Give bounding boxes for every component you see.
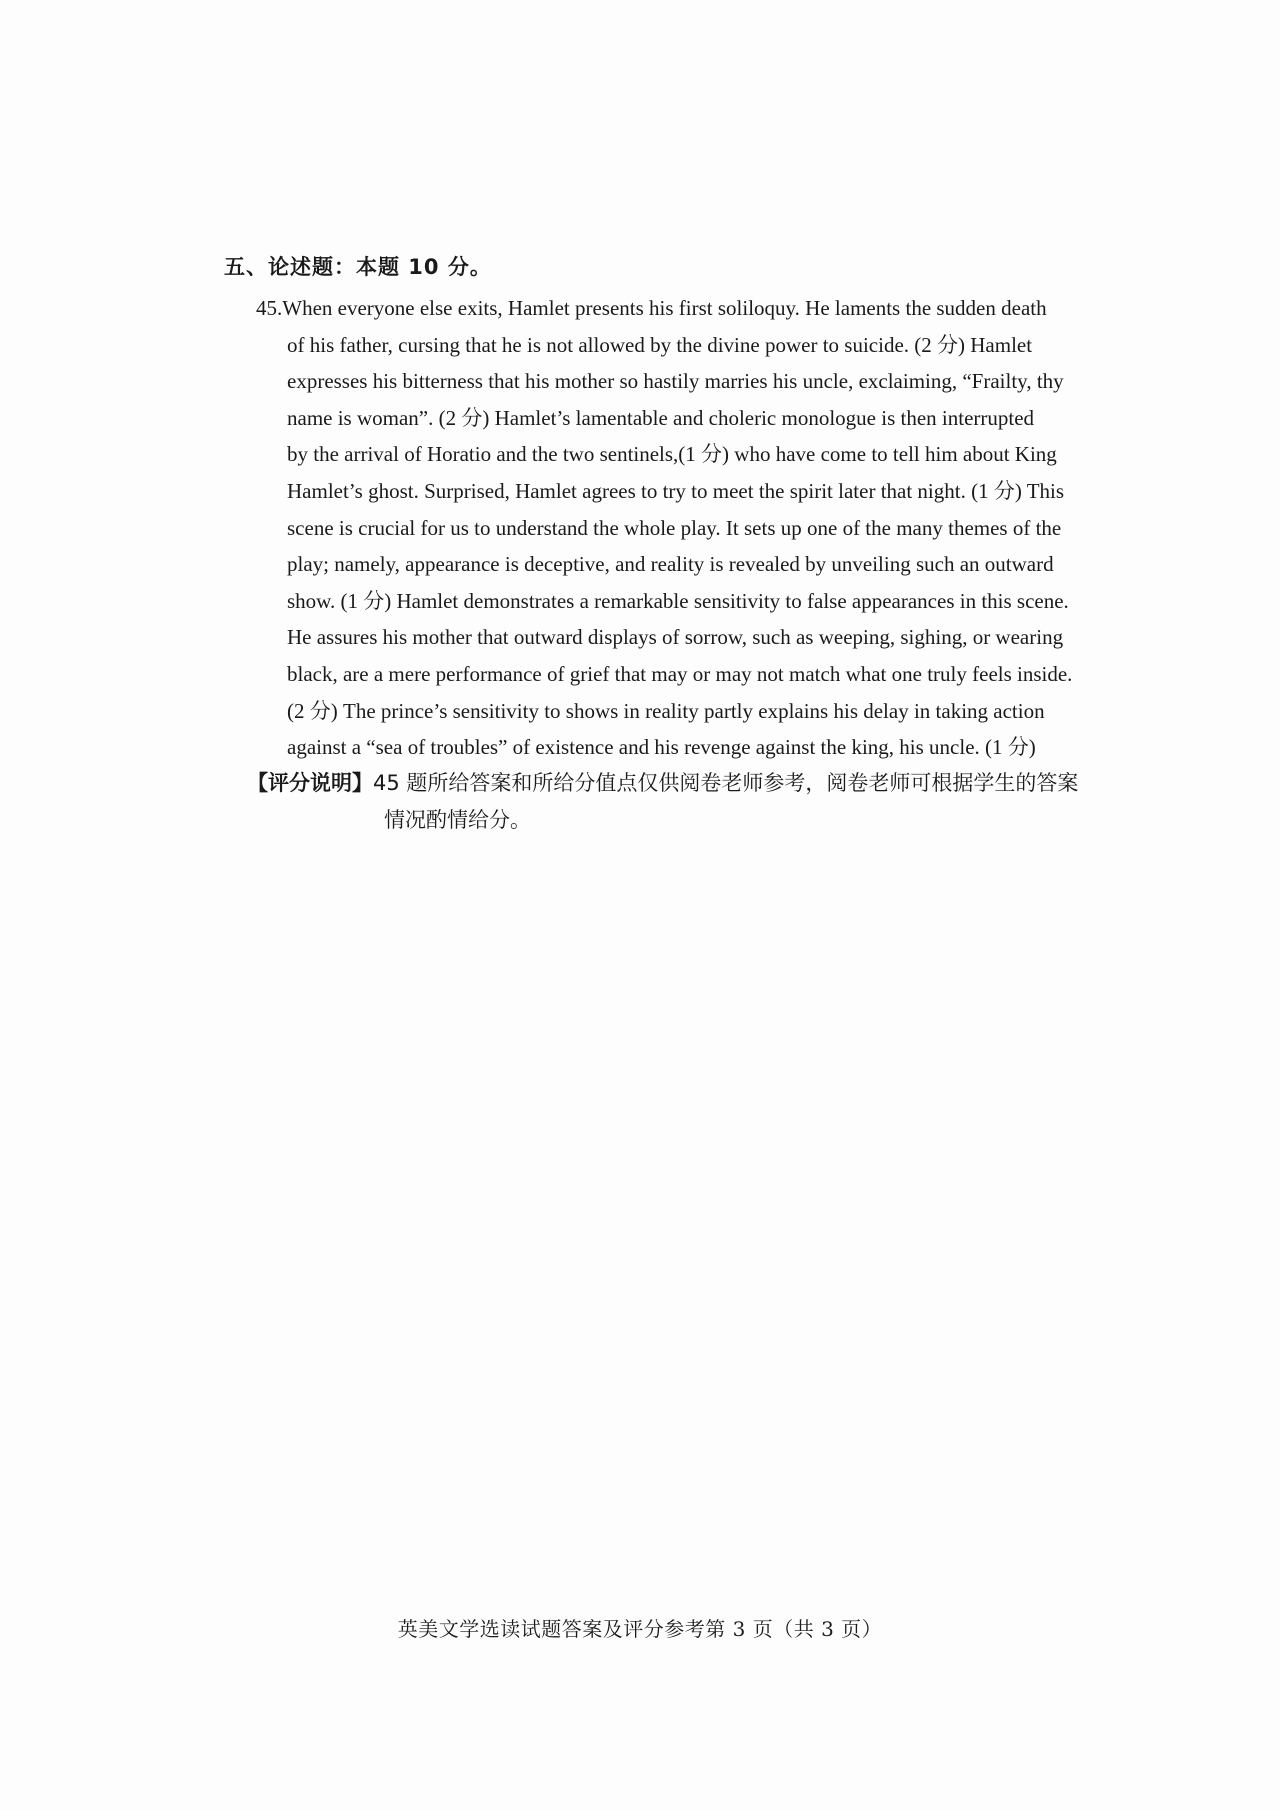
answer-line: black, are a mere performance of grief that may or may not match what one truly feels inside. (287, 662, 1073, 686)
section-heading: 五、论述题：本题 10 分。 (224, 255, 492, 279)
answer-line: scene is crucial for us to understand the whole play. It sets up one of the many themes of the (287, 515, 1062, 540)
answer-line: expresses his bitterness that his mother so hastily marries his uncle, exclaiming, “Frailty, thy (287, 369, 1064, 394)
scoring-note-continuation: 情况酌情给分。 (384, 808, 531, 832)
scoring-note-label: 【评分说明】 (247, 771, 373, 795)
answer-line: by the arrival of Horatio and the two sentinels,(1 分) who have come to tell him about King (287, 442, 1057, 467)
answer-line: name is woman”. (2 分) Hamlet’s lamentable and choleric monologue is then interrupted (287, 405, 1035, 430)
answer-line: show. (1 分) Hamlet demonstrates a remarkable sensitivity to false appearances in this scene. (287, 588, 1069, 613)
answer-line: 45.When everyone else exits, Hamlet presents his first soliloquy. He laments the sudden death (256, 296, 1047, 320)
answer-line: play; namely, appearance is deceptive, and reality is revealed by unveiling such an outward (287, 552, 1054, 577)
scoring-note-text: 45 题所给答案和所给分值点仅供阅卷老师参考，阅卷老师可根据学生的答案 (373, 771, 1079, 795)
answer-line: He assures his mother that outward displays of sorrow, such as weeping, sighing, or wearing (287, 625, 1064, 650)
answer-line: against a “sea of troubles” of existence and his revenge against the king, his uncle. (1 分) (287, 735, 1036, 760)
scoring-note-line (247, 765, 1078, 801)
answer-line: (2 分) The prince’s sensitivity to shows in reality partly explains his delay in taking action (287, 698, 1045, 723)
answer-line: Hamlet’s ghost. Surprised, Hamlet agrees to try to meet the spirit later that night. (1 分) This (287, 479, 1065, 503)
page-footer: 英美文学选读试题答案及评分参考第 3 页（共 3 页） (397, 1617, 883, 1641)
answer-line: of his father, cursing that he is not allowed by the divine power to suicide. (2 分) Hamlet (287, 332, 1033, 357)
